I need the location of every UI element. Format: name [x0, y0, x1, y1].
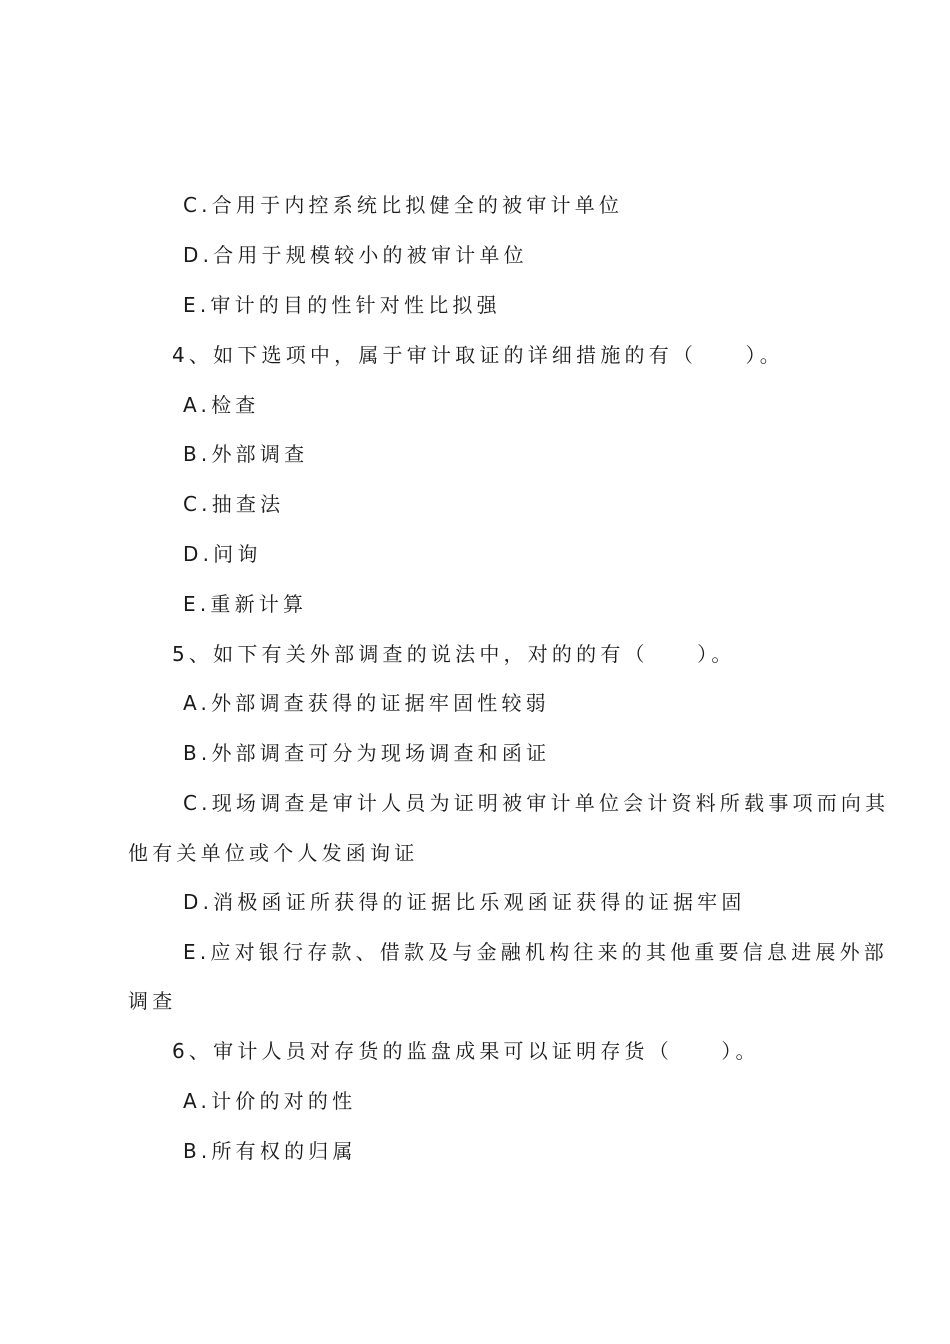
option-5c-continued: 他有关单位或个人发函询证 [128, 841, 419, 865]
question-6: 6、审计人员对存货的监盘成果可以证明存货（ ）。 [172, 1039, 760, 1063]
option-5b: B.外部调查可分为现场调查和函证 [183, 741, 551, 765]
option-6b: B.所有权的归属 [183, 1139, 357, 1163]
question-4: 4、如下选项中，属于审计取证的详细措施的有（ ）。 [172, 343, 784, 367]
option-4a: A.检查 [183, 393, 260, 417]
option-3e: E.审计的目的性针对性比拟强 [183, 293, 501, 317]
option-5e: E.应对银行存款、借款及与金融机构往来的其他重要信息进展外部 [183, 940, 888, 964]
option-5a: A.外部调查获得的证据牢固性较弱 [183, 691, 550, 715]
option-4c: C.抽查法 [183, 492, 285, 516]
option-4e: E.重新计算 [183, 592, 308, 616]
option-6a: A.计价的对的性 [183, 1089, 357, 1113]
option-4d: D.问询 [183, 542, 262, 566]
option-4b: B.外部调查 [183, 442, 309, 466]
option-3c: C.合用于内控系统比拟健全的被审计单位 [183, 193, 624, 217]
option-5c: C.现场调查是审计人员为证明被审计单位会计资料所载事项而向其 [183, 791, 890, 815]
option-5d: D.消极函证所获得的证据比乐观函证获得的证据牢固 [183, 890, 746, 914]
question-5: 5、如下有关外部调查的说法中，对的的有（ ）。 [172, 642, 736, 666]
option-3d: D.合用于规模较小的被审计单位 [183, 243, 528, 267]
option-5e-continued: 调查 [128, 989, 177, 1013]
